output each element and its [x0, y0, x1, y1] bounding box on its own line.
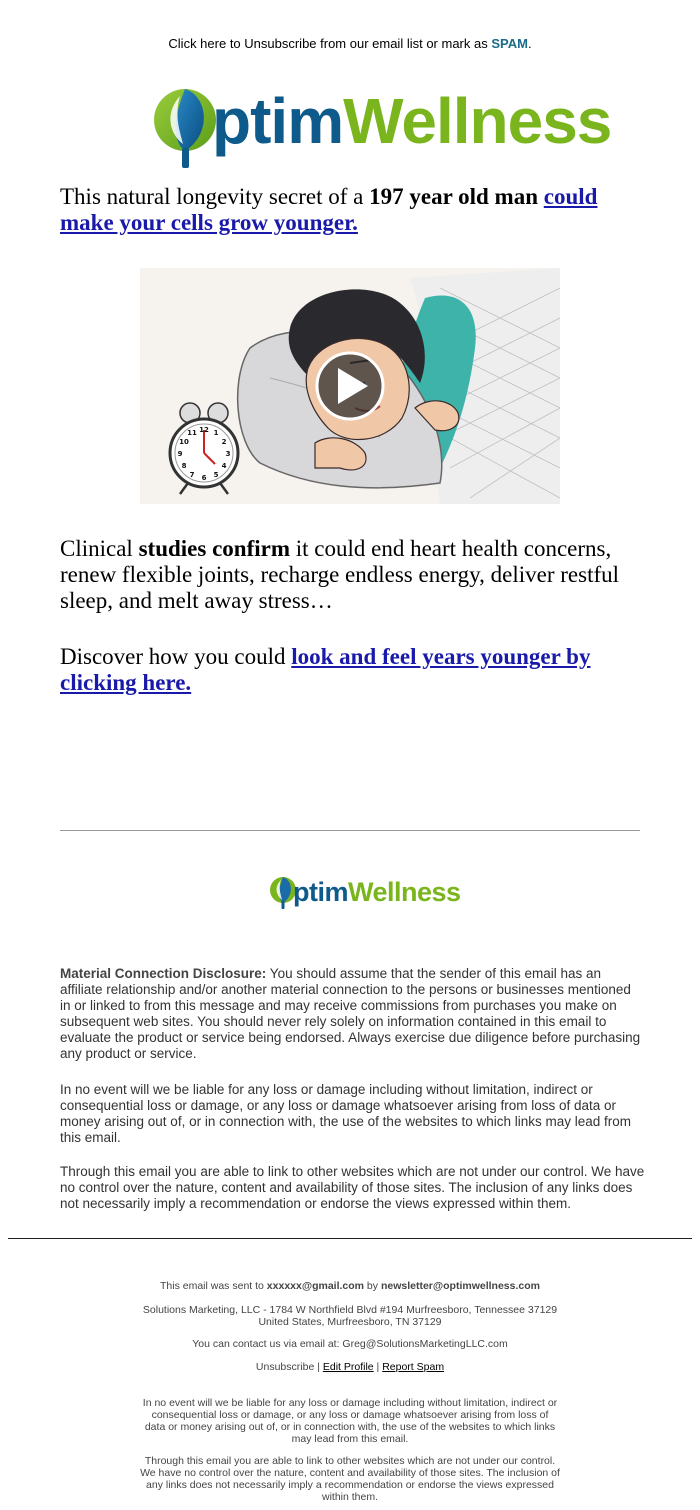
svg-text:9: 9 [177, 450, 183, 458]
logo-wordmark: ptimWellness [293, 877, 461, 907]
cells-younger-link[interactable]: could make your cells grow younger. [60, 184, 598, 235]
svg-text:1: 1 [213, 429, 219, 437]
svg-text:4: 4 [221, 462, 227, 470]
sleeping-woman-illustration [140, 268, 560, 504]
optimwellness-logo-small[interactable] [268, 874, 461, 910]
footer-links: Unsubscribe | Edit Profile | Report Spam [255, 1361, 445, 1373]
logo-wordmark: ptimWellness [212, 85, 612, 157]
sent-to-line: This email was sent to xxxxxx@gmail.com by newsletter@optimwellness.com [160, 1280, 540, 1292]
svg-text:7: 7 [189, 471, 195, 479]
svg-text:12: 12 [199, 426, 209, 434]
leaf-o-icon [150, 84, 220, 170]
optimwellness-logo[interactable] [150, 84, 612, 170]
material-disclosure: Material Connection Disclosure: You should assume that the sender of this email has an affiliate relationship and/or another material connection to the persons or businesses mentioned in or linked to from this message and may receive commissions from purchases you make on subsequent web sites. You should never rely solely on information contained in this email to evaluate the product or service being endorsed. Always exercise due diligence before purchasing any product or service. [60, 966, 641, 1061]
external-links-disclaimer: Through this email you are able to link to other websites which are not under our control. We have no control over the nature, content and availability of those sites. The inclusion of any links does not necessarily imply a recommendation or endorse the views expressed within them. [60, 1164, 645, 1211]
postal-address: Solutions Marketing, LLC - 1784 W Northfield Blvd #194 Murfreesboro, Tennessee 37129 United States, Murfreesboro, TN 37129 [142, 1304, 558, 1328]
svg-text:2: 2 [221, 438, 227, 446]
look-younger-link[interactable]: look and feel years younger by clicking here. [60, 644, 591, 695]
studies-paragraph: Clinical studies confirm it could end heart health concerns, renew flexible joints, recharge endless energy, deliver restful sleep, and melt away stress… [60, 536, 620, 613]
svg-text:3: 3 [225, 450, 231, 458]
spam-link[interactable]: SPAM [491, 36, 528, 51]
svg-text:5: 5 [213, 471, 219, 479]
svg-text:6: 6 [201, 474, 207, 482]
liability-disclaimer: In no event will we be liable for any loss or damage including without limitation, indirect or consequential loss or damage, or any loss or damage whatsoever arising from loss of data or money arising out of, or in connection with, the use of the websites to which links may lead from this email. [60, 1082, 632, 1145]
divider [8, 1238, 692, 1239]
svg-text:8: 8 [181, 462, 187, 470]
svg-text:11: 11 [187, 429, 197, 437]
video-thumbnail[interactable] [140, 268, 560, 504]
contact-line: You can contact us via email at: Greg@SolutionsMarketingLLC.com [192, 1338, 508, 1350]
play-icon[interactable] [317, 353, 383, 419]
intro-paragraph: This natural longevity secret of a 197 year old man could make your cells grow younger. [60, 184, 598, 235]
footer-liability: In no event will we be liable for any loss or damage including without limitation, indirect or consequential loss or damage, or any loss or damage whatsoever arising from loss of data or money arising out of, or in connection with, the use of the websites to which links may lead from this email. [142, 1397, 558, 1445]
svg-text:10: 10 [179, 438, 189, 446]
footer-links-disclaimer: Through this email you are able to link to other websites which are not under our control. We have no control over the nature, content and availability of those sites. The inclusion of any links does not necessarily imply a recommendation or endorse the views expressed within them. [140, 1455, 560, 1503]
unsubscribe-line: Click here to Unsubscribe from our email list or mark as SPAM. [168, 36, 532, 51]
report-spam-link[interactable]: Report Spam [382, 1361, 445, 1373]
edit-profile-link[interactable]: Edit Profile [322, 1361, 374, 1373]
discover-paragraph: Discover how you could look and feel years younger by clicking here. [60, 644, 591, 695]
unsubscribe-text[interactable]: Click here to Unsubscribe from our email list or mark as [168, 36, 488, 51]
unsubscribe-link[interactable]: Unsubscribe [255, 1361, 315, 1373]
divider [60, 830, 640, 831]
